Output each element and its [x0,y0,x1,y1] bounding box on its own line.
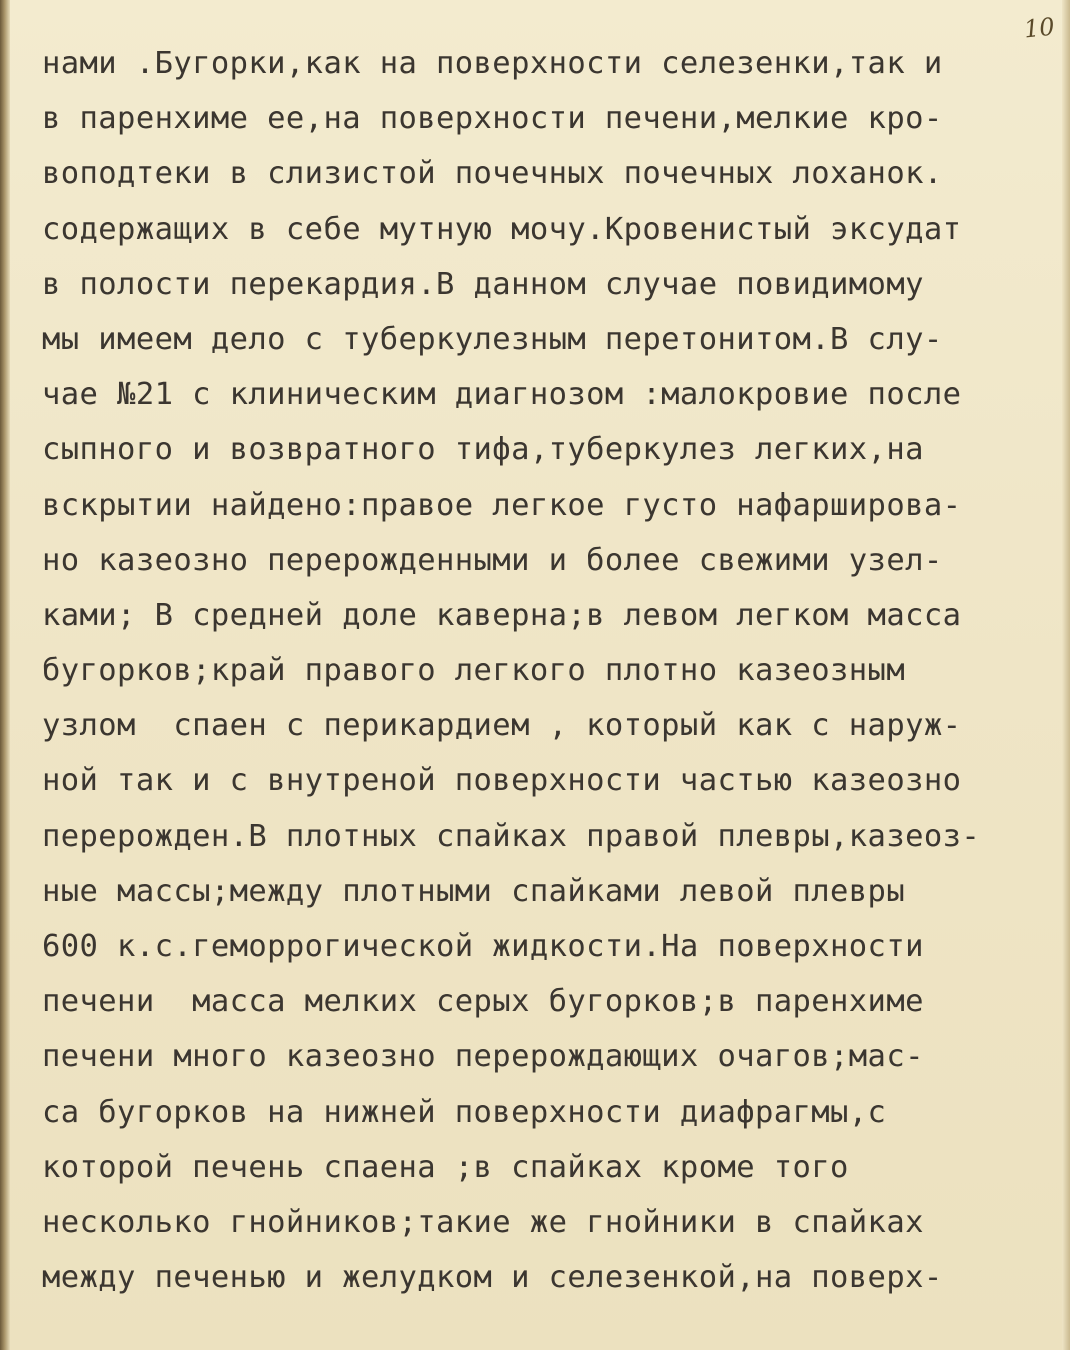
text-line: воподтеки в слизистой почечных почечных лоханок. [42,156,943,192]
text-line: сыпного и возвратного тифа,туберкулез легких,на [42,432,924,468]
text-line: в полости перекардия.В данном случае повидимому [42,266,924,302]
text-line: узлом спаен с перикардием , который как с наруж- [42,708,962,744]
text-line: 600 к.с.геморрогической жидкости.На поверхности [42,929,924,964]
text-line: бугорков;край правого легкого плотно казеозным [42,653,906,689]
text-line: вскрытии найдено:правое легкое густо нафарширова- [42,487,962,523]
text-line: в паренхиме ее,на поверхности печени,мелкие кро- [42,101,943,137]
text-line: но казеозно перерожденными и более свежими узел- [42,542,943,578]
binding-edge [0,0,10,1350]
page-number: 10 [1022,12,1056,44]
text-line: ной так и с внутреной поверхности частью казеозно [42,763,962,799]
text-line: несколько гнойников;такие же гнойники в спайках [42,1204,924,1240]
text-line: содержащих в себе мутную мочу.Кровенистый эксудат [42,211,962,247]
typewritten-text-block [42,36,1052,1305]
text-line: печени масса мелких серых бугорков;в паренхиме [42,984,924,1020]
text-line: печени много казеозно перерождающих очагов;мас- [42,1039,924,1075]
text-line: ками; В средней доле каверна;в левом легком масса [42,597,962,633]
text-line: перерожден.В плотных спайках правой плевры,казеоз- [42,818,981,854]
text-line: нами .Бугорки,как на поверхности селезенки,так и [42,46,943,81]
text-line: мы имеем дело с туберкулезным перетонитом.В слу- [42,321,943,357]
text-line: между печенью и желудком и селезенкой,на поверх- [42,1260,943,1296]
text-line: чае №21 с клиническим диагнозом :малокровие после [42,377,962,413]
text-line: са бугорков на нижней поверхности диафрагмы,с [42,1094,887,1130]
page-edge-shadow [1062,0,1070,1350]
text-line: ные массы;между плотными спайками левой плевры [42,873,906,909]
text-line: которой печень спаена ;в спайках кроме того [42,1149,849,1185]
